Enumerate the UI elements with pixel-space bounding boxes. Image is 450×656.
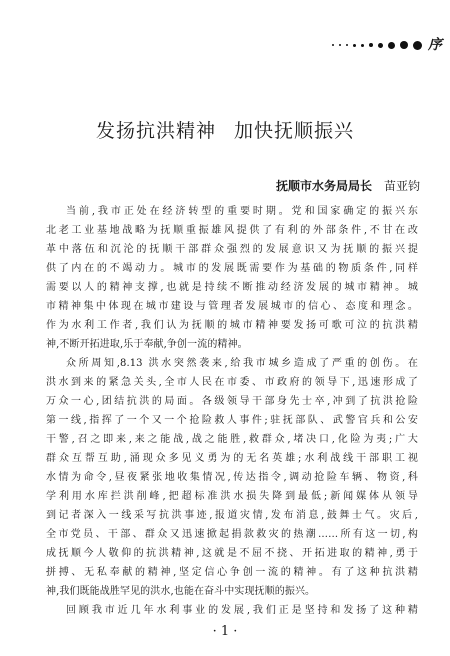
text-line: 全市党员、干部、群众又迅速掀起捐款救灾的热潮……所有这一切,构: [46, 529, 418, 540]
title-part-1: 发扬抗洪精神: [95, 120, 216, 142]
text-line: 需要以人的精神支撑,也就是持续不断推动经济发展的城市精神。城: [46, 282, 418, 293]
text-line: 众所周知,8.13 洪水突然袭来,给我市城乡造成了严重的创伤。在: [66, 358, 418, 369]
text-line: 学利用水库拦洪削峰,把超标准洪水损失降到最低;新闻媒体从领导: [46, 491, 418, 502]
text-line: 作为水利工作者,我们认为抚顺的城市精神要发扬可歌可泣的抗洪精: [46, 320, 418, 331]
text-line: 干警,召之即来,来之能战,战之能胜,救群众,堵决口,化险为夷;广大: [46, 434, 418, 445]
author-name: 苗亚钧: [383, 179, 420, 193]
text-line: 洪水到来的紧急关头,全市人民在市委、市政府的领导下,迅速形成了: [46, 377, 418, 388]
text-line: 成抚顺今人敬仰的抗洪精神,这就是不屈不挠、开拓进取的精神,勇于: [46, 548, 418, 559]
text-line: 神,不断开拓进取,乐于奉献,争创一流的精神。: [46, 339, 248, 350]
text-line: 群众互帮互助,涌现众多见义勇为的无名英雄;水利战线干部职工视: [46, 453, 418, 464]
text-line: 到记者深入一线采写抗洪事迹,报道灾情,发布消息,鼓舞士气。灾后,: [46, 510, 418, 521]
text-line: 革中落伍和沉沦的抚顺干部群众强烈的发展意识又为抚顺的振兴提: [46, 244, 418, 255]
text-line: 神,我们既能战胜罕见的洪水,也能在奋斗中实现抚顺的振兴。: [46, 586, 316, 597]
text-line: 拼搏、无私奉献的精神,坚定信心争创一流的精神。有了这种抗洪精: [46, 567, 418, 578]
page-number: · 1 ·: [212, 624, 238, 639]
text-line: 回顾我市近几年水利事业的发展,我们正是坚持和发扬了这种精: [66, 605, 418, 616]
text-line: 市精神集中体现在城市建设与管理者发展城市的信心、态度和理念。: [46, 301, 418, 312]
text-line: 供了内在的不竭动力。城市的发展既需要作为基础的物质条件,同样: [46, 263, 418, 274]
text-line: 水情为命令,昼夜紧张地收集情况,传达指令,调动抢险车辆、物资,科: [46, 472, 418, 483]
author-title: 抚顺市水务局局长: [275, 179, 372, 193]
text-line: 第一线,指挥了一个又一个抢险救人事件;驻抚部队、武警官兵和公安: [46, 415, 418, 426]
text-line: 当前,我市正处在经济转型的重要时期。党和国家确定的振兴东: [66, 206, 418, 217]
section-label: 序: [428, 37, 442, 53]
text-line: 北老工业基地战略为抚顺重振雄风提供了有利的外部条件,不甘在改: [46, 225, 418, 236]
title-part-2: 加快抚顺振兴: [234, 120, 355, 142]
text-line: 万众一心,团结抗洪的局面。各级领导干部身先士卒,冲到了抗洪抢险: [46, 396, 418, 407]
